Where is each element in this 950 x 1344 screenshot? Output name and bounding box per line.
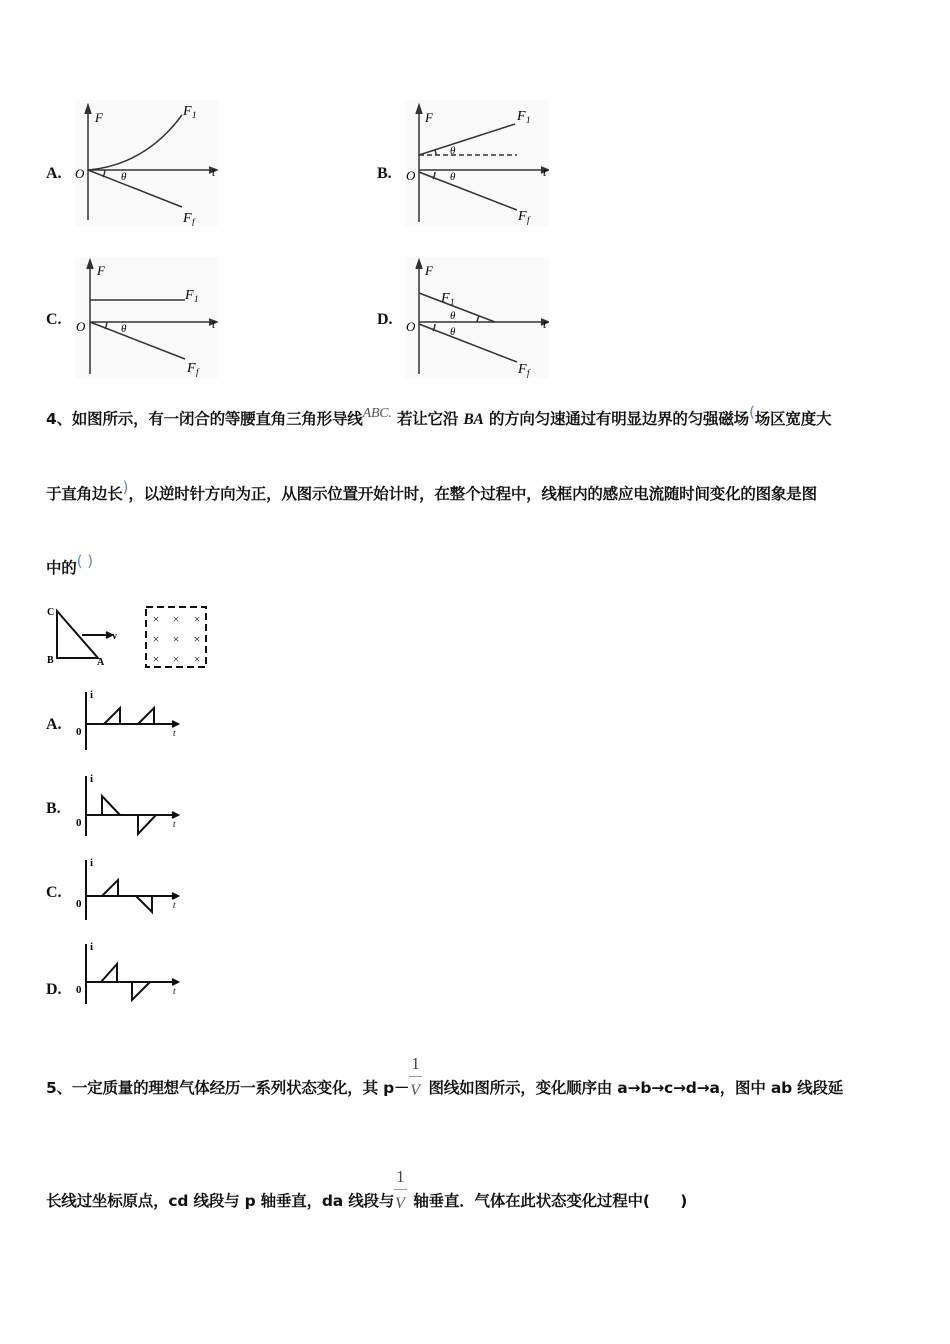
math-abc: ABC. (362, 406, 392, 421)
svg-text:×: × (172, 652, 180, 666)
svg-text:×: × (193, 612, 201, 626)
option-label-a: A. (46, 165, 62, 182)
q4-option-label-c: C. (46, 884, 62, 901)
svg-text:A: A (97, 657, 105, 668)
svg-text:1: 1 (450, 297, 455, 307)
q4-line-3: 中的( ) (46, 552, 94, 577)
svg-text:O: O (76, 319, 86, 334)
q4-line-1: 4、如图所示，有一闭合的等腰直角三角形导线ABC. 若让它沿 BA 的方向匀速通过有明显边界的匀强磁场(场区宽度大 (46, 403, 832, 428)
svg-text:i: i (90, 941, 94, 953)
svg-text:t: t (543, 317, 547, 331)
graph-option-c (75, 257, 218, 378)
svg-text:t: t (212, 317, 216, 331)
svg-text:0: 0 (76, 984, 82, 996)
svg-text:F: F (425, 263, 433, 278)
svg-text:×: × (152, 652, 160, 666)
q4-option-label-a: A. (46, 716, 62, 733)
svg-text:θ: θ (121, 171, 127, 183)
svg-text:t: t (173, 986, 176, 996)
q4-option-label-d: D. (46, 981, 62, 998)
svg-text:t: t (212, 165, 216, 179)
svg-text:θ: θ (450, 310, 456, 322)
svg-text:i: i (90, 689, 94, 701)
svg-text:θ: θ (450, 145, 456, 157)
svg-text:F: F (183, 211, 192, 226)
svg-text:f: f (196, 367, 199, 377)
svg-text:θ: θ (121, 323, 127, 335)
svg-text:F: F (517, 109, 526, 124)
q4-figure (44, 603, 214, 671)
q4-graph-a (74, 688, 184, 752)
svg-text:t: t (173, 900, 176, 910)
q4-line-2: 于直角边长)，以逆时针方向为正，从图示位置开始计时，在整个过程中，线框内的感应电流随时间变化的图象是图 (46, 478, 817, 503)
svg-text:t: t (173, 728, 176, 738)
svg-text:×: × (152, 612, 160, 626)
svg-text:0: 0 (76, 817, 82, 829)
svg-text:F: F (183, 104, 192, 119)
svg-text:θ: θ (450, 326, 456, 338)
svg-text:1: 1 (192, 110, 197, 120)
svg-text:t: t (543, 165, 547, 179)
graph-option-d (405, 257, 549, 378)
axis-f: F (95, 110, 103, 125)
svg-text:f: f (192, 217, 195, 226)
q5-line-2: 长线过坐标原点，cd 线段与 p 轴垂直，da 线段与 $\frac{1}{V}$ 轴垂直．气体在此状态变化过程中( ) (46, 1167, 688, 1212)
q4-graph-d (74, 940, 184, 1006)
q4-option-label-b: B. (46, 800, 61, 817)
svg-text:B: B (47, 655, 54, 666)
option-label-c: C. (46, 311, 62, 328)
svg-text:×: × (193, 652, 201, 666)
q5-line-1: 5、一定质量的理想气体经历一系列状态变化，其 p－ $\frac{1}{V}$ 图线如图所示，变化顺序由 a→b→c→d→a，图中 ab 线段延 (46, 1054, 844, 1099)
fraction-1-over-v: $\frac{1}{V}$ (394, 1201, 408, 1202)
svg-text:O: O (406, 168, 416, 183)
svg-text:O: O (75, 166, 85, 181)
svg-text:F: F (518, 362, 527, 377)
svg-text:×: × (172, 612, 180, 626)
graph-option-b (405, 100, 549, 226)
svg-text:0: 0 (76, 898, 82, 910)
svg-text:t: t (173, 819, 176, 829)
fraction-1-over-v: $\frac{1}{V}$ (409, 1088, 423, 1089)
svg-text:f: f (527, 215, 530, 225)
graph-option-a (75, 100, 218, 226)
svg-text:0: 0 (76, 726, 82, 738)
svg-text:×: × (172, 632, 180, 646)
q4-graph-c (74, 856, 184, 922)
svg-text:F: F (441, 291, 450, 306)
svg-text:1: 1 (526, 115, 531, 125)
option-label-b: B. (377, 165, 392, 182)
answer-blank: ( ) (76, 552, 94, 570)
svg-text:F: F (97, 263, 105, 278)
svg-text:F: F (425, 110, 433, 125)
svg-text:θ: θ (450, 171, 456, 183)
q4-graph-b (74, 772, 184, 838)
svg-text:v: v (112, 631, 117, 642)
svg-text:F: F (518, 209, 527, 224)
svg-text:O: O (406, 319, 416, 334)
svg-text:1: 1 (194, 294, 199, 304)
svg-text:i: i (90, 773, 94, 785)
svg-text:f: f (527, 368, 530, 378)
svg-text:F: F (187, 361, 196, 376)
option-label-d: D. (377, 311, 393, 328)
svg-text:C: C (47, 607, 55, 618)
svg-text:F: F (185, 288, 194, 303)
svg-text:i: i (90, 857, 94, 869)
svg-text:×: × (152, 632, 160, 646)
svg-text:×: × (193, 632, 201, 646)
